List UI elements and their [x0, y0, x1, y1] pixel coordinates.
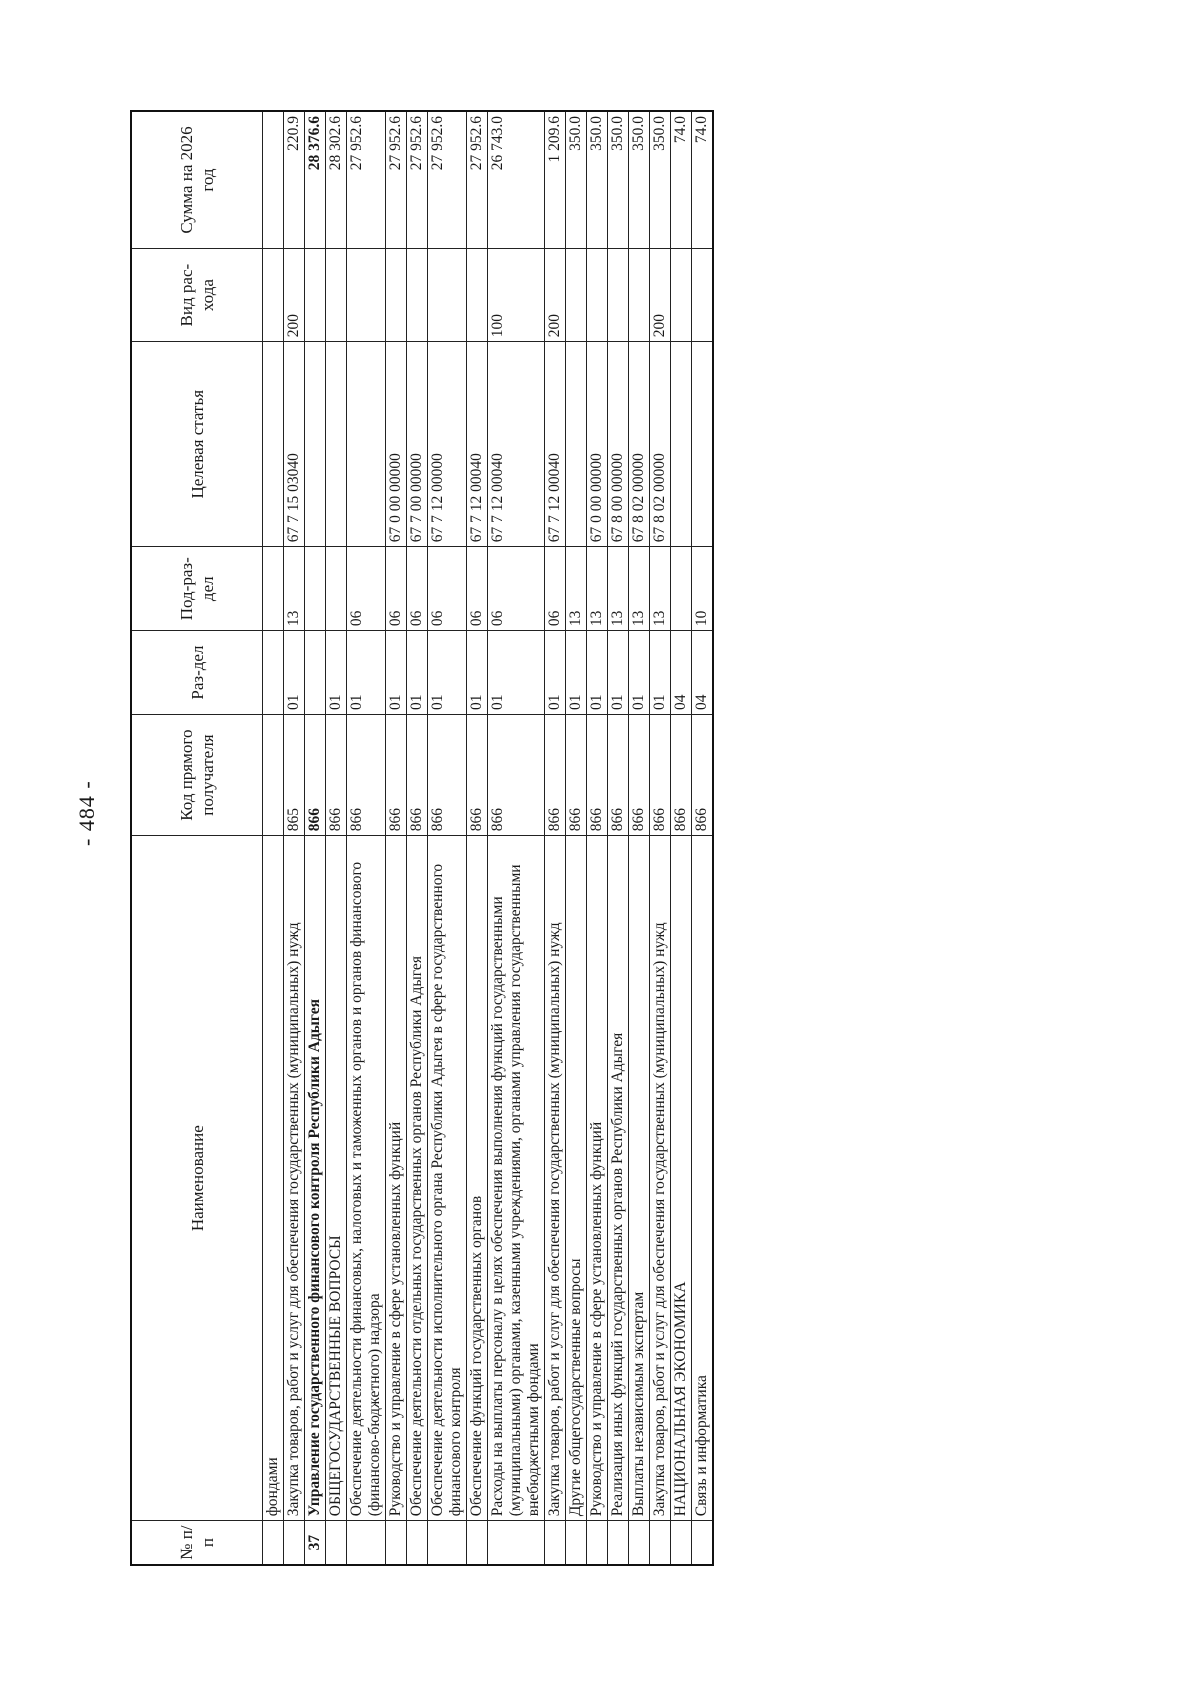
- cell-section: [305, 631, 326, 715]
- cell-subsection: 13: [284, 547, 305, 631]
- cell-target: 67 8 02 00000: [629, 342, 650, 547]
- cell-target: 67 7 15 03040: [284, 342, 305, 547]
- cell-subsection: 13: [629, 547, 650, 631]
- cell-num: [386, 1521, 407, 1565]
- cell-code: 866: [347, 715, 386, 836]
- cell-num: [407, 1521, 428, 1565]
- cell-sum: 350.0: [629, 111, 650, 249]
- cell-section: 01: [326, 631, 347, 715]
- table-row: [428, 111, 467, 1565]
- cell-sum: 26 743.0: [488, 111, 545, 249]
- cell-name: Обеспечение деятельности финансовых, налоговых и таможенных органов и органов финансового (финансово-бюджетного) надзора: [347, 836, 386, 1521]
- cell-target: [566, 342, 587, 547]
- cell-target: 67 0 00 00000: [386, 342, 407, 547]
- cell-subsection: 06: [386, 547, 407, 631]
- header-exp-type: Вид рас-хода: [131, 249, 263, 342]
- cell-name: Реализация иных функций государственных органов Республики Адыгея: [608, 836, 629, 1521]
- cell-target: 67 7 12 00040: [467, 342, 488, 547]
- cell-code: 866: [650, 715, 671, 836]
- header-name: Наименование: [131, 836, 263, 1521]
- cell-subsection: 10: [692, 547, 714, 631]
- cell-subsection: 06: [488, 547, 545, 631]
- cell-num: [587, 1521, 608, 1565]
- cell-section: 01: [545, 631, 566, 715]
- cell-num: [326, 1521, 347, 1565]
- cell-name: Закупка товаров, работ и услуг для обеспечения государственных (муниципальных) нужд: [545, 836, 566, 1521]
- cell-num: [263, 1521, 284, 1565]
- cell-name: Другие общегосударственные вопросы: [566, 836, 587, 1521]
- cell-name: Руководство и управление в сфере установленных функций: [386, 836, 407, 1521]
- cell-subsection: [671, 547, 692, 631]
- cell-exp-type: [428, 249, 467, 342]
- cell-sum: 220.9: [284, 111, 305, 249]
- cell-name: Обеспечение деятельности исполнительного органа Республики Адыгея в сфере государственного финансового контроля: [428, 836, 467, 1521]
- cell-exp-type: [467, 249, 488, 342]
- cell-target: [326, 342, 347, 547]
- cell-sum: 350.0: [566, 111, 587, 249]
- cell-code: 865: [284, 715, 305, 836]
- table-row: [305, 111, 326, 1565]
- table-row: [263, 111, 284, 1565]
- cell-exp-type: [692, 249, 714, 342]
- cell-code: 866: [467, 715, 488, 836]
- cell-exp-type: [566, 249, 587, 342]
- cell-section: 01: [467, 631, 488, 715]
- cell-target: [692, 342, 714, 547]
- cell-exp-type: [347, 249, 386, 342]
- cell-name: Руководство и управление в сфере установленных функций: [587, 836, 608, 1521]
- cell-sum: 74.0: [671, 111, 692, 249]
- cell-section: 01: [428, 631, 467, 715]
- cell-num: [629, 1521, 650, 1565]
- cell-name: Расходы на выплаты персоналу в целях обеспечения выполнения функций государственными (муниципальными) органами, казенными учреждениями, органами управления государственными внебюджетными фондами: [488, 836, 545, 1521]
- cell-sum: 27 952.6: [428, 111, 467, 249]
- cell-target: [305, 342, 326, 547]
- cell-exp-type: 100: [488, 249, 545, 342]
- cell-section: 01: [347, 631, 386, 715]
- cell-subsection: 06: [467, 547, 488, 631]
- cell-num: [692, 1521, 714, 1565]
- budget-table: [130, 110, 714, 1566]
- table-row: [284, 111, 305, 1565]
- cell-target: 67 7 12 00040: [488, 342, 545, 547]
- cell-exp-type: 200: [650, 249, 671, 342]
- cell-exp-type: [587, 249, 608, 342]
- cell-subsection: 13: [566, 547, 587, 631]
- cell-name: Управление государственного финансового контроля Республики Адыгея: [305, 836, 326, 1521]
- cell-code: 866: [545, 715, 566, 836]
- cell-num: [566, 1521, 587, 1565]
- cell-target: 67 7 12 00000: [428, 342, 467, 547]
- header-target: Целевая статья: [131, 342, 263, 547]
- cell-target: 67 7 12 00040: [545, 342, 566, 547]
- cell-section: 01: [650, 631, 671, 715]
- cell-name: ОБЩЕГОСУДАРСТВЕННЫЕ ВОПРОСЫ: [326, 836, 347, 1521]
- cell-code: 866: [326, 715, 347, 836]
- table-header: [131, 111, 263, 1565]
- cell-section: 04: [692, 631, 714, 715]
- header-code: Код прямого получателя: [131, 715, 263, 836]
- table-row: [629, 111, 650, 1565]
- table-row: [608, 111, 629, 1565]
- cell-code: 866: [608, 715, 629, 836]
- cell-section: 01: [407, 631, 428, 715]
- cell-name: НАЦИОНАЛЬНАЯ ЭКОНОМИКА: [671, 836, 692, 1521]
- cell-sum: [263, 111, 284, 249]
- cell-num: [545, 1521, 566, 1565]
- header-sum: Сумма на 2026 год: [131, 111, 263, 249]
- cell-exp-type: [386, 249, 407, 342]
- cell-code: 866: [587, 715, 608, 836]
- cell-code: 866: [488, 715, 545, 836]
- cell-subsection: 06: [347, 547, 386, 631]
- cell-code: 866: [428, 715, 467, 836]
- cell-sum: 1 209.6: [545, 111, 566, 249]
- table-row: [347, 111, 386, 1565]
- cell-num: [428, 1521, 467, 1565]
- cell-sum: 74.0: [692, 111, 714, 249]
- table-row: [545, 111, 566, 1565]
- cell-section: 01: [587, 631, 608, 715]
- cell-subsection: [305, 547, 326, 631]
- cell-name: фондами: [263, 836, 284, 1521]
- cell-section: 01: [608, 631, 629, 715]
- cell-name: Обеспечение деятельности отдельных государственных органов Республики Адыгея: [407, 836, 428, 1521]
- header-section: Раз-дел: [131, 631, 263, 715]
- cell-target: 67 8 02 00000: [650, 342, 671, 547]
- budget-table-sheet: [130, 110, 1075, 1566]
- cell-sum: 350.0: [587, 111, 608, 249]
- table-row: [692, 111, 714, 1565]
- cell-name: Закупка товаров, работ и услуг для обеспечения государственных (муниципальных) нужд: [284, 836, 305, 1521]
- cell-subsection: 06: [407, 547, 428, 631]
- table-row: [587, 111, 608, 1565]
- cell-num: [347, 1521, 386, 1565]
- table-row: [386, 111, 407, 1565]
- cell-num: 37: [305, 1521, 326, 1565]
- cell-subsection: 06: [545, 547, 566, 631]
- cell-subsection: 13: [608, 547, 629, 631]
- cell-num: [467, 1521, 488, 1565]
- cell-name: Выплаты независимым экспертам: [629, 836, 650, 1521]
- cell-sum: 27 952.6: [347, 111, 386, 249]
- cell-sum: 350.0: [608, 111, 629, 249]
- header-num: № п/п: [131, 1521, 263, 1565]
- cell-sum: 28 302.6: [326, 111, 347, 249]
- cell-target: [671, 342, 692, 547]
- header-subsection: Под-раз-дел: [131, 547, 263, 631]
- cell-target: [263, 342, 284, 547]
- cell-subsection: 13: [587, 547, 608, 631]
- cell-section: 01: [386, 631, 407, 715]
- cell-num: [671, 1521, 692, 1565]
- cell-num: [650, 1521, 671, 1565]
- cell-sum: 28 376.6: [305, 111, 326, 249]
- cell-target: [347, 342, 386, 547]
- cell-name: Закупка товаров, работ и услуг для обеспечения государственных (муниципальных) нужд: [650, 836, 671, 1521]
- cell-sum: 27 952.6: [386, 111, 407, 249]
- cell-exp-type: [671, 249, 692, 342]
- cell-section: 04: [671, 631, 692, 715]
- cell-exp-type: [305, 249, 326, 342]
- cell-exp-type: 200: [545, 249, 566, 342]
- cell-exp-type: [326, 249, 347, 342]
- cell-section: 01: [488, 631, 545, 715]
- cell-num: [488, 1521, 545, 1565]
- cell-sum: 27 952.6: [407, 111, 428, 249]
- table-body: [263, 111, 714, 1565]
- table-row: [650, 111, 671, 1565]
- cell-code: 866: [566, 715, 587, 836]
- cell-exp-type: [608, 249, 629, 342]
- cell-subsection: 13: [650, 547, 671, 631]
- table-row: [671, 111, 692, 1565]
- cell-code: 866: [305, 715, 326, 836]
- cell-section: 01: [566, 631, 587, 715]
- cell-num: [284, 1521, 305, 1565]
- cell-code: 866: [407, 715, 428, 836]
- table-row: [326, 111, 347, 1565]
- cell-exp-type: [407, 249, 428, 342]
- page-number: - 484 -: [74, 780, 99, 846]
- cell-target: 67 8 00 00000: [608, 342, 629, 547]
- cell-name: Обеспечение функций государственных органов: [467, 836, 488, 1521]
- cell-code: 866: [692, 715, 714, 836]
- cell-code: 866: [629, 715, 650, 836]
- table-row: [467, 111, 488, 1565]
- cell-code: 866: [671, 715, 692, 836]
- cell-sum: 27 952.6: [467, 111, 488, 249]
- cell-name: Связь и информатика: [692, 836, 714, 1521]
- cell-code: [263, 715, 284, 836]
- cell-subsection: [326, 547, 347, 631]
- cell-section: [263, 631, 284, 715]
- cell-num: [608, 1521, 629, 1565]
- cell-target: 67 7 00 00000: [407, 342, 428, 547]
- cell-exp-type: [629, 249, 650, 342]
- table-row: [488, 111, 545, 1565]
- table-row: [407, 111, 428, 1565]
- cell-exp-type: 200: [284, 249, 305, 342]
- cell-section: 01: [284, 631, 305, 715]
- table-row: [566, 111, 587, 1565]
- cell-code: 866: [386, 715, 407, 836]
- cell-exp-type: [263, 249, 284, 342]
- cell-sum: 350.0: [650, 111, 671, 249]
- cell-target: 67 0 00 00000: [587, 342, 608, 547]
- cell-section: 01: [629, 631, 650, 715]
- cell-subsection: [263, 547, 284, 631]
- cell-subsection: 06: [428, 547, 467, 631]
